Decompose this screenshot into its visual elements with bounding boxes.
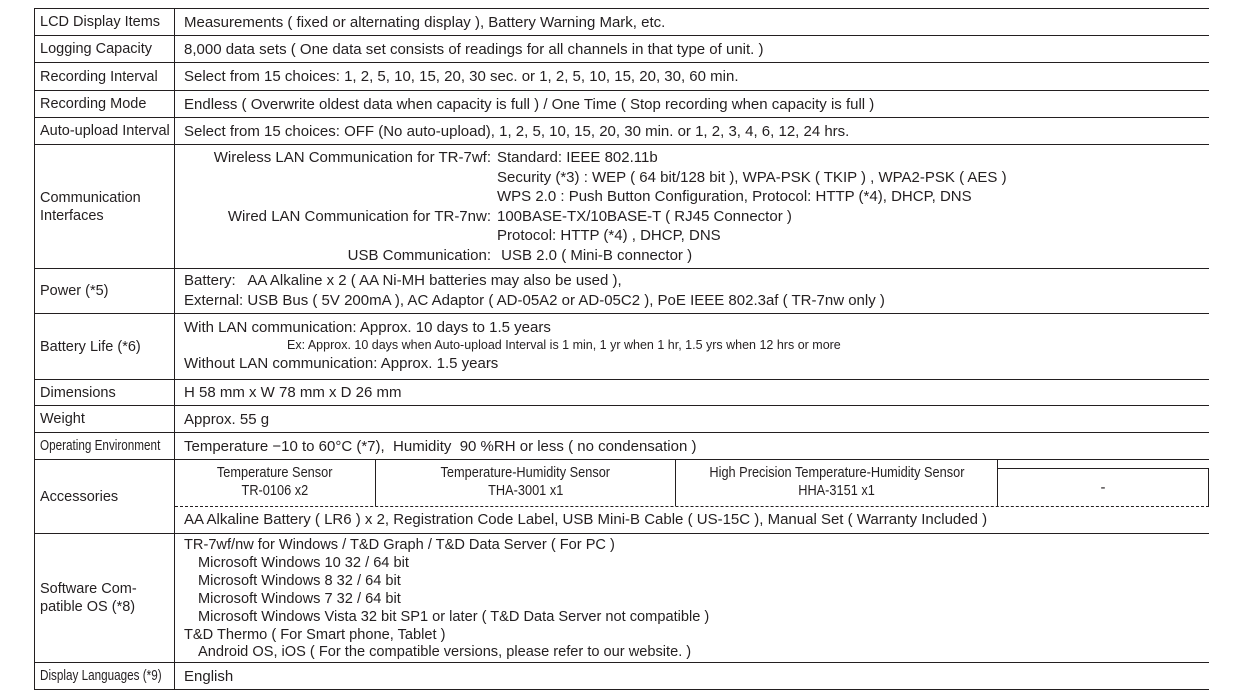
sensor-model: HHA-3151 x1 <box>798 482 875 499</box>
row-label-power: Power (*5) <box>35 269 175 314</box>
row-label-accessories: Accessories <box>35 460 175 534</box>
row-value-communication-interfaces <box>175 145 1210 269</box>
software-line-windows10: Microsoft Windows 10 32 / 64 bit <box>198 554 409 571</box>
sensor-name: Temperature Sensor <box>217 465 333 482</box>
row-value-battery-life <box>175 314 1210 380</box>
comm-prefix <box>175 187 491 207</box>
label-line: Communication <box>40 189 141 206</box>
sensor-name: High Precision Temperature-Humidity Sensor <box>708 465 965 482</box>
row-battery-life <box>35 314 1210 380</box>
sensor-name: Temperature-Humidity Sensor <box>440 465 611 482</box>
row-auto-upload-interval <box>35 118 1210 145</box>
label-line: Software Com- <box>40 581 137 598</box>
row-accessories <box>35 460 1210 534</box>
row-weight <box>35 406 1210 433</box>
row-label-logging-capacity: Logging Capacity <box>35 36 175 63</box>
row-recording-mode <box>35 91 1210 118</box>
row-value-recording-mode: Endless ( Overwrite oldest data when capacity is full ) / One Time ( Stop recording when capacity is full ) <box>175 91 1210 118</box>
row-dimensions <box>35 380 1210 406</box>
comm-prefix: USB Communication: <box>347 246 491 264</box>
battery-life-without-lan: Without LAN communication: Approx. 1.5 years <box>184 355 499 372</box>
row-value-operating-environment: Temperature −10 to 60°C (*7), Humidity 90 %RH or less ( no condensation ) <box>175 433 1210 460</box>
sensor-model: TR-0106 x2 <box>241 482 309 499</box>
row-label-recording-mode: Recording Mode <box>35 91 175 118</box>
comm-prefix: Wireless LAN Communication for TR-7wf: <box>213 149 491 166</box>
row-label-weight: Weight <box>35 406 175 433</box>
row-value-lcd-display-items: Measurements ( fixed or alternating display ), Battery Warning Mark, etc. <box>175 9 1210 36</box>
power-lines <box>175 269 1209 313</box>
software-line-vista: Microsoft Windows Vista 32 bit SP1 or later ( T&D Data Server not compatible ) <box>198 608 710 625</box>
label-line: Interfaces <box>40 207 104 224</box>
software-line-pc-apps: TR-7wf/nw for Windows / T&D Graph / T&D Data Server ( For PC ) <box>184 537 615 553</box>
power-external-line: External: USB Bus ( 5V 200mA ), AC Adaptor ( AD-05A2 or AD-05C2 ), PoE IEEE 802.3af ( TR-7nw only ) <box>184 292 885 309</box>
power-battery-line: Battery: AA Alkaline x 2 ( AA Ni-MH batteries may also be used ), <box>184 272 622 289</box>
comm-text: 100BASE-TX/10BASE-T ( RJ45 Connector ) <box>497 207 792 225</box>
row-power <box>35 269 1210 314</box>
row-value-accessories <box>175 460 1210 534</box>
comm-text: USB 2.0 ( Mini-B connector ) <box>497 246 693 264</box>
display-languages-label-text: Display Languages (*9) <box>40 667 162 685</box>
sensor-cell-temperature-humidity <box>376 460 676 506</box>
software-os-lines <box>175 534 1209 662</box>
row-label-display-languages <box>35 663 175 690</box>
comm-text: Protocol: HTTP (*4) , DHCP, DNS <box>497 227 721 244</box>
sensor-cell-none: - <box>998 468 1209 506</box>
row-value-display-languages: English <box>175 663 1210 690</box>
comm-line-wps <box>175 187 1209 207</box>
row-lcd-display-items <box>35 9 1210 36</box>
comm-line-wired <box>175 207 1209 227</box>
row-value-dimensions: H 58 mm x W 78 mm x D 26 mm <box>175 380 1210 406</box>
operating-environment-label-text: Operating Environment <box>40 437 161 454</box>
comm-prefix <box>175 226 491 246</box>
sensor-cell-high-precision <box>676 460 998 506</box>
row-label-lcd-display-items: LCD Display Items <box>35 9 175 36</box>
comm-prefix: Wired LAN Communication for TR-7nw: <box>227 207 491 225</box>
comm-line-protocol <box>175 226 1209 246</box>
sensor-model: THA-3001 x1 <box>487 482 564 499</box>
battery-life-example: Ex: Approx. 10 days when Auto-upload Interval is 1 min, 1 yr when 1 hr, 1.5 yrs when 12 hrs or more <box>287 338 841 352</box>
row-label-software-os <box>35 534 175 663</box>
sensor-cell-temperature <box>175 460 376 506</box>
row-value-logging-capacity: 8,000 data sets ( One data set consists of readings for all channels in that type of unit. ) <box>175 36 1210 63</box>
row-logging-capacity <box>35 36 1210 63</box>
comm-prefix <box>175 168 491 188</box>
row-value-power <box>175 269 1210 314</box>
row-value-software-os <box>175 534 1210 663</box>
software-line-windows7: Microsoft Windows 7 32 / 64 bit <box>198 590 401 607</box>
accessories-sensors-row <box>175 460 1209 507</box>
row-label-communication-interfaces <box>35 145 175 269</box>
row-label-dimensions: Dimensions <box>35 380 175 406</box>
software-line-mobile: Android OS, iOS ( For the compatible versions, please refer to our website. ) <box>198 644 692 661</box>
row-operating-environment <box>35 433 1210 460</box>
software-line-thermo: T&D Thermo ( For Smart phone, Tablet ) <box>184 626 446 643</box>
comm-line-usb <box>175 246 1209 266</box>
row-label-battery-life: Battery Life (*6) <box>35 314 175 380</box>
comm-text: WPS 2.0 : Push Button Configuration, Protocol: HTTP (*4), DHCP, DNS <box>497 188 972 205</box>
spec-table <box>34 8 1209 690</box>
row-value-weight: Approx. 55 g <box>175 406 1210 433</box>
accessories-common-items: AA Alkaline Battery ( LR6 ) x 2, Registration Code Label, USB Mini-B Cable ( US-15C ), Manual Set ( Warranty Included ) <box>184 510 988 528</box>
row-label-operating-environment <box>35 433 175 460</box>
software-line-windows8: Microsoft Windows 8 32 / 64 bit <box>198 572 401 589</box>
battery-life-with-lan: With LAN communication: Approx. 10 days to 1.5 years <box>184 319 551 336</box>
row-value-recording-interval: Select from 15 choices: 1, 2, 5, 10, 15, 20, 30 sec. or 1, 2, 5, 10, 15, 20, 30, 60 min. <box>175 63 1210 91</box>
row-label-recording-interval: Recording Interval <box>35 63 175 91</box>
row-recording-interval <box>35 63 1210 91</box>
comm-text: Security (*3) : WEP ( 64 bit/128 bit ), WPA-PSK ( TKIP ) , WPA2-PSK ( AES ) <box>497 168 1007 186</box>
battery-life-lines <box>175 314 1209 376</box>
row-value-auto-upload-interval: Select from 15 choices: OFF (No auto-upload), 1, 2, 5, 10, 15, 20, 30 min. or 1, 2, 3, 4, 6, 12, 24 hrs. <box>175 118 1210 145</box>
row-display-languages <box>35 663 1210 690</box>
comm-line-wireless <box>175 148 1209 168</box>
row-communication-interfaces <box>35 145 1210 269</box>
label-line: patible OS (*8) <box>40 599 136 616</box>
comm-line-security <box>175 168 1209 188</box>
row-label-auto-upload-interval: Auto-upload Interval <box>35 118 175 145</box>
communication-lines <box>175 145 1209 267</box>
comm-text: Standard: IEEE 802.11b <box>497 149 658 166</box>
row-software-os <box>35 534 1210 663</box>
